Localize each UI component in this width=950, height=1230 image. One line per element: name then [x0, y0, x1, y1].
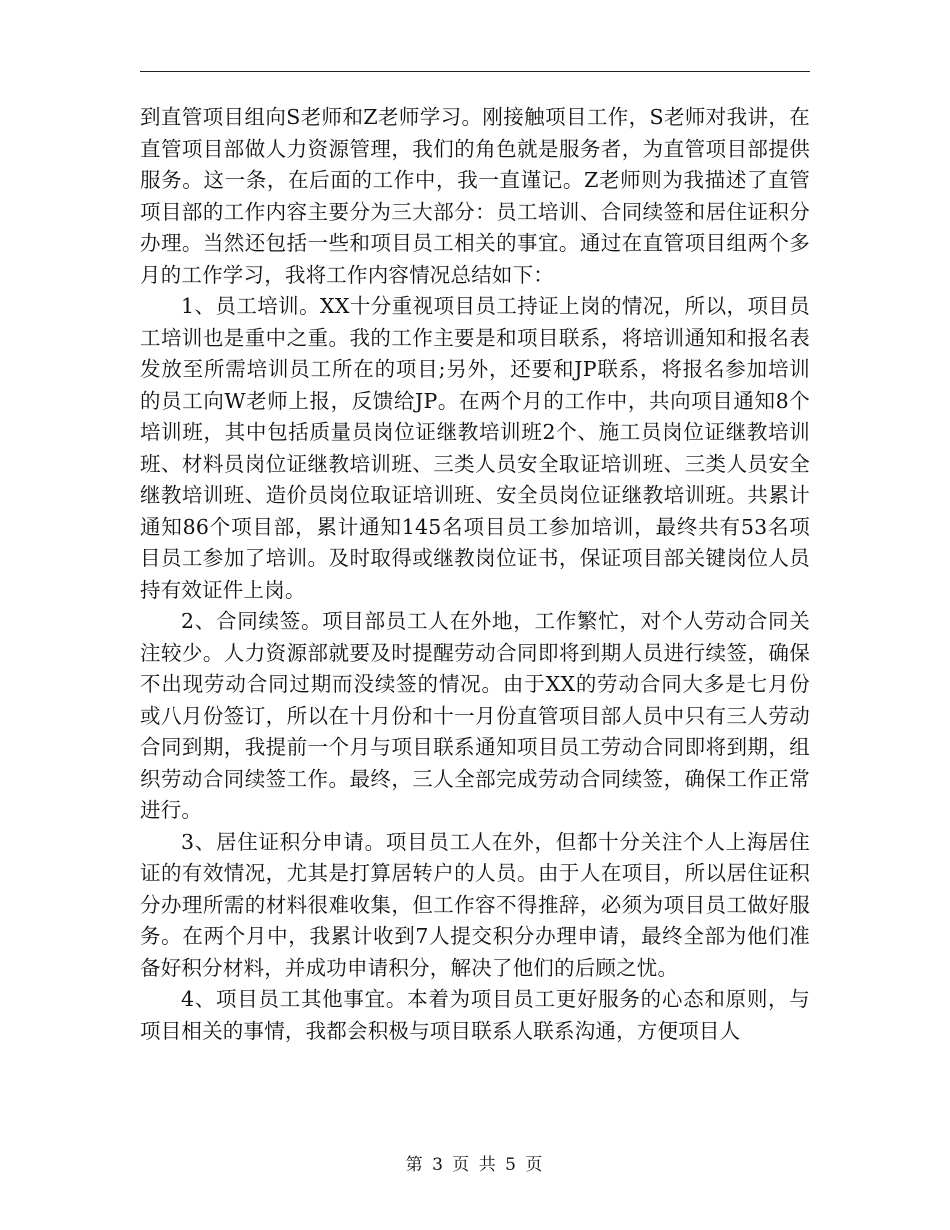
paragraph-residence-permit: 3、居住证积分申请。项目员工人在外，但都十分关注个人上海居住证的有效情况，尤其是打算居转户的人员。由于人在项目，所以居住证积分办理所需的材料很难收集，但工作容不得推辞，必须为项目员工做好服务。在两个月中，我累计收到7人提交积分办理申请，最终全部为他们准备好积分材料，并成功申请积分，解决了他们的后顾之忧。: [140, 829, 810, 980]
paragraph-other-matters: 4、项目员工其他事宜。本着为项目员工更好服务的心态和原则，与项目相关的事情，我都会积极与项目联系人联系沟通，方便项目人: [140, 987, 810, 1043]
page-footer: 第 3 页 共 5 页: [405, 1155, 545, 1175]
header-rule: [140, 71, 810, 72]
paragraph-contract-renewal: 2、合同续签。项目部员工人在外地，工作繁忙，对个人劳动合同关注较少。人力资源部就要及时提醒劳动合同即将到期人员进行续签，确保不出现劳动合同过期而没续签的情况。由于XX的劳动合同大多是七月份或八月份签订，所以在十月份和十一月份直管项目部人员中只有三人劳动合同到期，我提前一个月与项目联系通知项目员工劳动合同即将到期，组织劳动合同续签工作。最终，三人全部完成劳动合同续签，确保工作正常进行。: [140, 609, 810, 822]
paragraph-intro: 到直管项目组向S老师和Z老师学习。刚接触项目工作，S老师对我讲，在直管项目部做人力资源管理，我们的角色就是服务者，为直管项目部提供服务。这一条，在后面的工作中，我一直谨记。Z老师则为我描述了直管项目部的工作内容主要分为三大部分：员工培训、合同续签和居住证积分办理。当然还包括一些和项目员工相关的事宜。通过在直管项目组两个多月的工作学习，我将工作内容情况总结如下：: [140, 105, 810, 287]
document-body: [140, 102, 810, 1047]
paragraph-employee-training: 1、员工培训。XX十分重视项目员工持证上岗的情况，所以，项目员工培训也是重中之重。我的工作主要是和项目联系，将培训通知和报名表发放至所需培训员工所在的项目;另外，还要和JP联系，将报名参加培训的员工向W老师上报，反馈给JP。在两个月的工作中，共向项目通知8个培训班，其中包括质量员岗位证继教培训班2个、施工员岗位证继教培训班、材料员岗位证继教培训班、三类人员安全取证培训班、三类人员安全继教培训班、造价员岗位取证培训班、安全员岗位证继教培训班。共累计通知86个项目部，累计通知145名项目员工参加培训，最终共有53名项目员工参加了培训。及时取得或继教岗位证书，保证项目部关键岗位人员持有效证件上岗。: [140, 294, 810, 602]
